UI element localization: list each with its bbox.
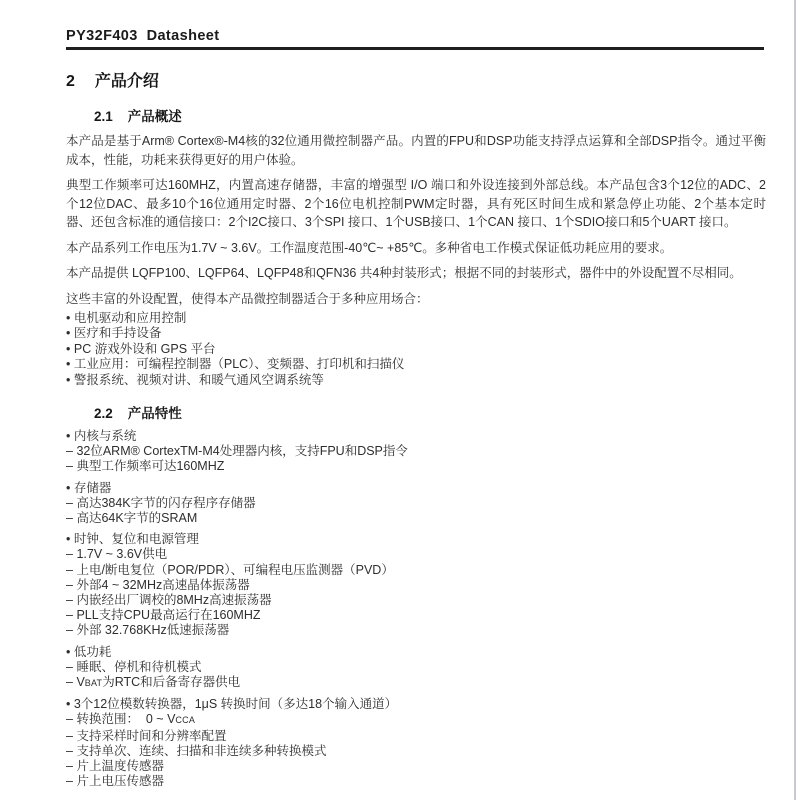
list-item: • 电机驱动和应用控制	[66, 311, 728, 326]
feature-group-adc	[66, 697, 728, 789]
list-item: • PC 游戏外设和 GPS 平台	[66, 342, 728, 357]
feature-item: – 高达64K字节的SRAM	[66, 511, 728, 526]
section-title: 产品特性	[127, 406, 182, 422]
list-item: • 工业应用：可编程控制器（PLC）、变频器、打印机和扫描仪	[66, 357, 728, 372]
feature-item: – 1.7V ~ 3.6V供电	[66, 547, 728, 562]
section-heading-2-2	[94, 402, 728, 422]
vbat-prefix: V	[76, 675, 85, 690]
vbat-subscript: BAT	[84, 678, 103, 689]
overview-paragraph-2: 典型工作频率可达160MHZ，内置高速存储器，丰富的增强型 I/O 端口和外设连接到外部总线。本产品包含3个12位的ADC、2个12位DAC、最多10个16位通用定时器、2个16位电机控制PWM定时器，具有死区时间生成和紧急停止功能、2个基本定时器、还包含标准的通信接口：2个I2C接口、3个SPI 接口、1个USB接口、1个CAN 接口、1个SDIO接口和5个UART 接口。	[66, 178, 766, 229]
header-rule	[66, 47, 764, 50]
section-number: 2	[66, 73, 75, 90]
feature-item: – 片上电压传感器	[66, 774, 728, 789]
feature-item: – 内嵌经出厂调校的8MHz高速振荡器	[66, 593, 728, 608]
overview-paragraph-3: 本产品系列工作电压为1.7V ~ 3.6V。工作温度范围-40℃~ +85℃。多种省电工作模式保证低功耗应用的要求。	[66, 240, 673, 255]
feature-group-clock-reset-power	[66, 532, 728, 638]
applications-intro: 这些丰富的外设配置，使得本产品微控制器适合于多种应用场合：	[66, 291, 429, 306]
feature-item: – 片上温度传感器	[66, 759, 728, 774]
doc-header-title: PY32F403 Datasheet	[66, 28, 220, 44]
section-number: 2.2	[94, 406, 113, 422]
feature-group-low-power	[66, 645, 728, 692]
list-item: • 医疗和手持设备	[66, 326, 728, 341]
section-heading-2-1	[94, 105, 728, 125]
feature-group-header: • 低功耗	[66, 645, 728, 660]
overview-paragraph-4: 本产品提供 LQFP100、LQFP64、LQFP48和QFN36 共4种封装形式；根据不同的封装形式，器件中的外设配置不尽相同。	[66, 266, 742, 280]
feature-item: – 高达384K字节的闪存程序存储器	[66, 496, 728, 511]
feature-item: – 32位ARM® CortexTM-M4处理器内核，支持FPU和DSP指令	[66, 444, 728, 459]
feature-item: – PLL支持CPU最高运行在160MHZ	[66, 608, 728, 623]
feature-group-core	[66, 429, 728, 475]
feature-group-header: • 内核与系统	[66, 429, 728, 444]
feature-group-memory	[66, 481, 728, 527]
feature-item: – 支持单次、连续、扫描和非连续多种转换模式	[66, 744, 728, 759]
overview-paragraph-1: 本产品是基于Arm® Cortex®-M4核的32位通用微控制器产品。内置的FPU和DSP功能支持浮点运算和全部DSP指令。通过平衡成本，性能，功耗来获得更好的用户体验。	[66, 134, 766, 167]
list-item: • 警报系统、视频对讲、和暖气通风空调系统等	[66, 373, 728, 388]
section-heading-2	[66, 68, 728, 91]
page-right-edge	[794, 0, 796, 800]
section-title: 产品概述	[127, 109, 182, 124]
vbat-suffix: 为RTC和后备寄存器供电	[102, 675, 241, 690]
feature-item: – 支持采样时间和分辨率配置	[66, 729, 728, 744]
features-list	[66, 429, 728, 789]
feature-item-vcca	[66, 712, 728, 728]
section-title: 产品介绍	[94, 73, 159, 90]
feature-item: – 上电/断电复位（POR/PDR）、可编程电压监测器（PVD）	[66, 563, 728, 578]
vcca-subscript: CCA	[175, 715, 196, 726]
vcca-prefix: 转换范围： 0 ~ V	[76, 712, 176, 727]
feature-item-vbat	[66, 675, 728, 691]
feature-group-header: • 3个12位模数转换器，1μS 转换时间（多达18个输入通道）	[66, 697, 728, 712]
feature-item: – 典型工作频率可达160MHZ	[66, 459, 728, 474]
section-number: 2.1	[94, 109, 113, 124]
feature-group-header: • 存储器	[66, 481, 728, 496]
feature-item: – 外部 32.768KHz低速振荡器	[66, 623, 728, 638]
feature-group-header: • 时钟、复位和电源管理	[66, 532, 728, 547]
applications-list	[66, 311, 728, 388]
feature-item: – 外部4 ~ 32MHz高速晶体振荡器	[66, 578, 728, 593]
feature-item: – 睡眠、停机和待机模式	[66, 660, 728, 675]
